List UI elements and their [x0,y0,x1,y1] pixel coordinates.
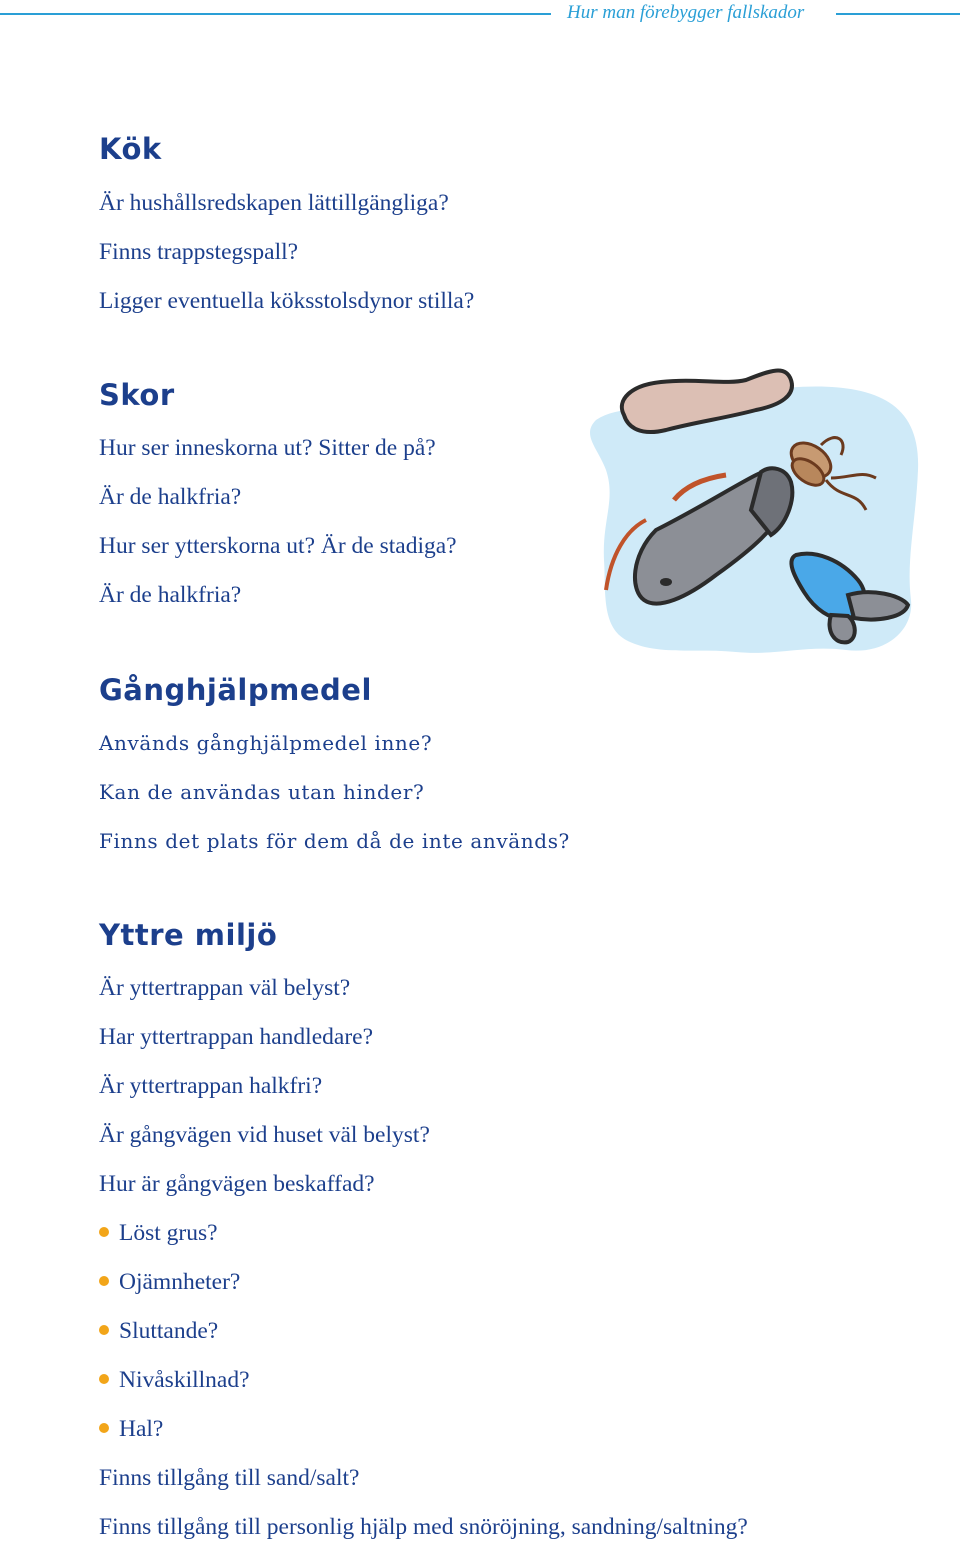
bullet-dot-icon [99,1423,109,1433]
yttre-question-4: Är gångvägen vid huset väl belyst? [99,1122,430,1148]
kok-question-3: Ligger eventuella köksstolsdynor stilla? [99,288,475,314]
bullet-dot-icon [99,1325,109,1335]
bullet-dot-icon [99,1276,109,1286]
skor-question-3: Hur ser ytterskorna ut? Är de stadiga? [99,533,457,559]
kok-question-1: Är hushållsredskapen lättillgängliga? [99,190,449,216]
bullet-item [99,1416,163,1443]
ganghjalpmedel-question-3: Finns det plats för dem då de inte används? [99,829,570,853]
skor-question-4: Är de halkfria? [99,582,242,608]
ganghjalpmedel-question-1: Används gånghjälpmedel inne? [99,731,433,755]
section-heading-skor: Skor [99,378,175,412]
section-heading-kok: Kök [99,132,162,166]
section-heading-ganghjalpmedel: Gånghjälpmedel [99,673,372,707]
yttre-question-7: Finns tillgång till personlig hjälp med snöröjning, sandning/saltning? [99,1514,748,1540]
bullet-label: Löst grus? [119,1220,218,1246]
bullet-item [99,1367,250,1394]
section-heading-yttre-miljo: Yttre miljö [99,918,278,952]
bullet-label: Ojämnheter? [119,1269,241,1295]
bullet-label: Hal? [119,1416,164,1442]
kok-question-2: Finns trappstegspall? [99,239,299,265]
yttre-question-3: Är yttertrappan halkfri? [99,1073,323,1099]
header-rule-left [0,13,551,15]
header-rule-right [836,13,960,15]
yttre-question-5: Hur är gångvägen beskaffad? [99,1171,375,1197]
bullet-item [99,1220,218,1247]
running-header-title: Hur man förebygger fallskador [567,2,805,23]
bullet-label: Nivåskillnad? [119,1367,250,1393]
yttre-question-6: Finns tillgång till sand/salt? [99,1465,360,1491]
bullet-dot-icon [99,1374,109,1384]
yttre-question-1: Är yttertrappan väl belyst? [99,975,351,1001]
skor-question-2: Är de halkfria? [99,484,242,510]
yttre-question-2: Har yttertrappan handledare? [99,1024,374,1050]
bullet-item [99,1269,240,1296]
shoes-clipart-icon [586,360,922,658]
skor-question-1: Hur ser inneskorna ut? Sitter de på? [99,435,436,461]
bullet-item [99,1318,218,1345]
bullet-label: Sluttande? [119,1318,219,1344]
bullet-dot-icon [99,1227,109,1237]
ganghjalpmedel-question-2: Kan de användas utan hinder? [99,780,425,804]
